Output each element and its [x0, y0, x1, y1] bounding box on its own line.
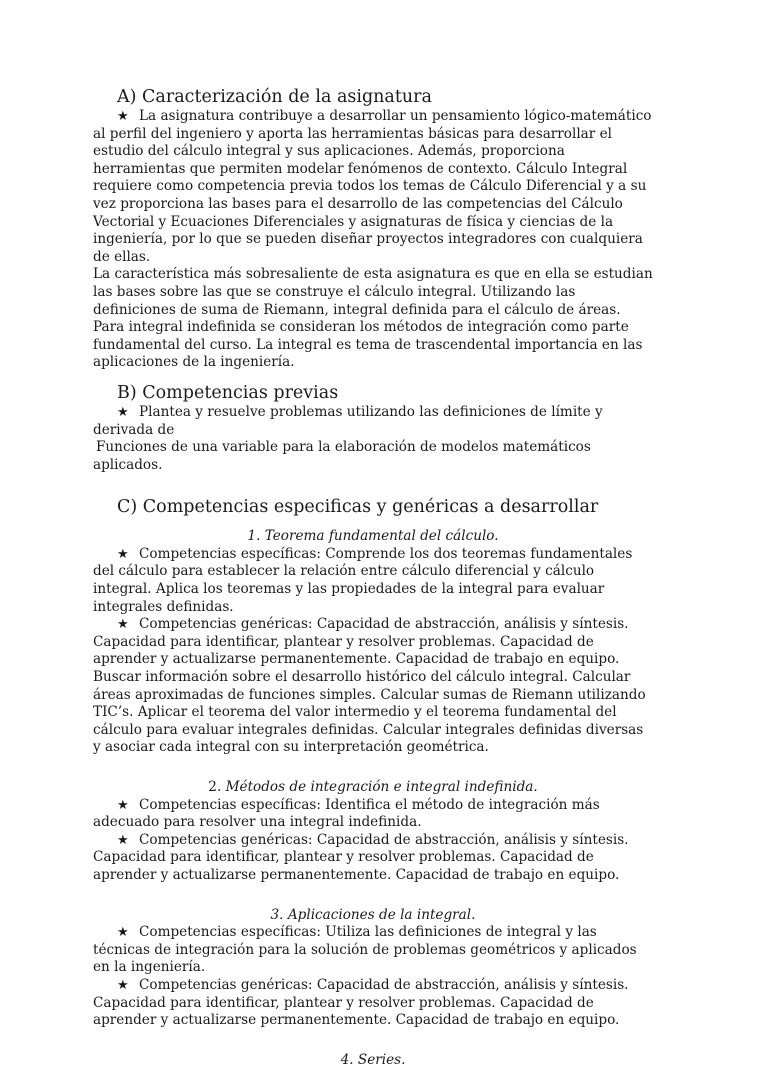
unit-2-specific: ★ Competencias específicas: Identifica el método de integración más adecuado para resolver una integral indefinida.	[93, 796, 600, 831]
star-bullet-icon: ★	[117, 546, 129, 562]
section-a-paragraph-2: La característica más sobresaliente de esta asignatura es que en ella se estudian las bases sobre las que se construye el cálculo integral. Utilizando las definiciones de suma de Riemann, integral definida para el cálculo de áreas. Para integral indefinida se consideran los métodos de integración como parte fundamental del curso. La integral es tema de trascendental importancia en las aplicaciones de la ingeniería.	[93, 266, 653, 371]
section-c-heading: C) Competencias especificas y genéricas a desarrollar	[117, 497, 599, 518]
section-a-heading: A) Caracterización de la asignatura	[117, 87, 432, 107]
section-a-paragraph-1: ★ La asignatura contribuye a desarrollar un pensamiento lógico-matemático al perfil del ingeniero y aporta las herramientas básicas para desarrollar el estudio del cálculo integral y sus aplicaciones. Además, proporciona herramientas que permiten modelar fenómenos de contexto. Cálculo Integral requiere como competencia previa todos los temas de Cálculo Diferencial y a su vez proporciona las bases para el desarrollo de las competencias del Cálculo Vectorial y Ecuaciones Diferenciales y asignaturas de física y ciencias de la ingeniería, por lo que se pueden diseñar proyectos integradores con cualquiera de ellas.	[93, 108, 652, 265]
star-bullet-icon: ★	[117, 832, 129, 848]
unit-3-generic: ★ Competencias genéricas: Capacidad de abstracción, análisis y síntesis. Capacidad para identificar, plantear y resolver problemas. Capacidad de aprender y actualizarse permanentemente. Capacidad de trabajo en equipo.	[93, 976, 629, 1029]
document-page	[93, 86, 653, 1069]
section-b-heading: B) Competencias previas	[117, 382, 339, 403]
star-bullet-icon: ★	[117, 404, 129, 420]
star-bullet-icon: ★	[117, 617, 129, 633]
unit-2-generic: ★ Competencias genéricas: Capacidad de abstracción, análisis y síntesis. Capacidad para identificar, plantear y resolver problemas. Capacidad de aprender y actualizarse permanentemente. Capacidad de trabajo en equipo.	[93, 831, 629, 883]
star-bullet-icon: ★	[117, 977, 129, 993]
star-bullet-icon: ★	[117, 925, 129, 941]
unit-3-title: 3. Aplicaciones de la integral.	[270, 906, 476, 923]
unit-4-title: 4. Series.	[340, 1051, 406, 1068]
star-bullet-icon: ★	[117, 109, 129, 124]
star-bullet-icon: ★	[117, 797, 129, 813]
unit-1-title: 1. Teorema fundamental del cálculo.	[247, 528, 499, 545]
section-b-paragraph: ★ Plantea y resuelve problemas utilizando las definiciones de límite y derivada de Funciones de una variable para la elaboración de modelos matemáticos aplicados.	[93, 403, 603, 473]
unit-1-generic: ★ Competencias genéricas: Capacidad de abstracción, análisis y síntesis. Capacidad para identificar, plantear y resolver problemas. Capacidad de aprender y actualizarse permanentemente. Capacidad de trabajo en equipo. Buscar información sobre el desarrollo histórico del cálculo integral. Calcular áreas aproximadas de funciones simples. Calcular sumas de Riemann utilizando TIC’s. Aplicar el teorema del valor intermedio y el teorema fundamental del cálculo para evaluar integrales definidas. Calcular integrales definidas diversas y asociar cada integral con su interpretación geométrica.	[93, 616, 646, 756]
unit-3-specific: ★ Competencias específicas: Utiliza las definiciones de integral y las técnicas de integración para la solución de problemas geométricos y aplicados en la ingeniería.	[93, 924, 637, 976]
unit-2-title: 2. Métodos de integración e integral indefinida.	[208, 779, 538, 795]
unit-1-specific: ★ Competencias específicas: Comprende los dos teoremas fundamentales del cálculo para establecer la relación entre cálculo diferencial y cálculo integral. Aplica los teoremas y las propiedades de la integral para evaluar integrales definidas.	[93, 545, 633, 615]
